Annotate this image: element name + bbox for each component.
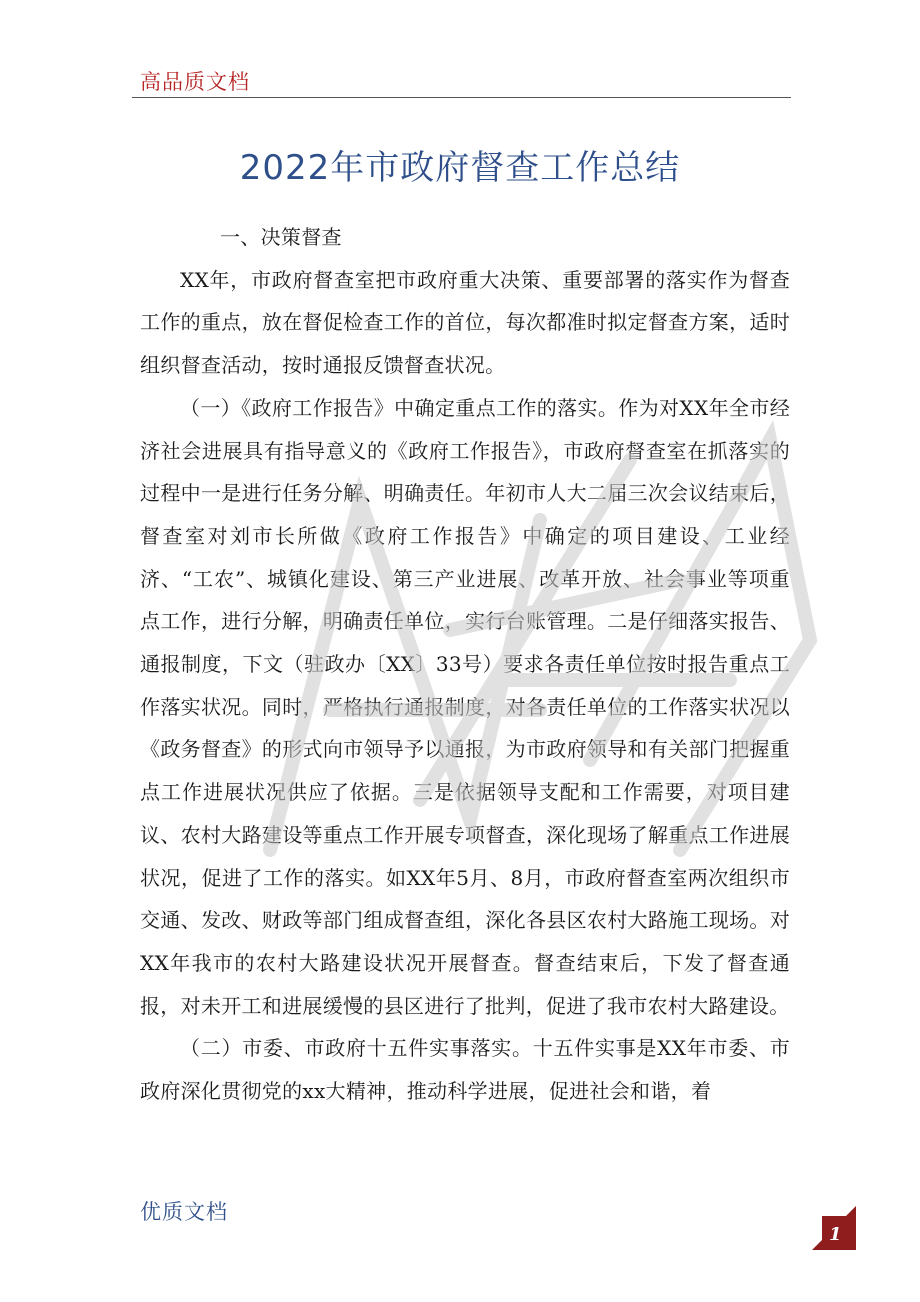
page-number: 1 (829, 1224, 842, 1245)
header-label: 高品质文档 (140, 70, 250, 94)
document-body (140, 216, 790, 1113)
header-divider (132, 97, 791, 98)
footer-label: 优质文档 (140, 1200, 228, 1224)
paragraph: （一）《政府工作报告》中确定重点工作的落实。作为对XX年全市经济社会进展具有指导意义的《政府工作报告》，市政府督查室在抓落实的过程中一是进行任务分解、明确责任。年初市人大二届三次会议结束后，督查室对刘市长所做《政府工作报告》中确定的项目建设、工业经济、“工农”、城镇化建设、第三产业进展、改革开放、社会事业等项重点工作，进行分解，明确责任单位，实行台账管理。二是仔细落实报告、通报制度，下文（驻政办〔XX〕33号）要求各责任单位按时报告重点工作落实状况。同时，严格执行通报制度，对各责任单位的工作落实状况以《政务督查》的形式向市领导予以通报，为市政府领导和有关部门把握重点工作进展状况供应了依据。三是依据领导支配和工作需要，对项目建议、农村大路建设等重点工作开展专项督查，深化现场了解重点工作进展状况，促进了工作的落实。如XX年5月、8月，市政府督查室两次组织市交通、发改、财政等部门组成督查组，深化各县区农村大路施工现场。对XX年我市的农村大路建设状况开展督查。督查结束后，下发了督查通报，对未开工和进展缓慢的县区进行了批判，促进了我市农村大路建设。 (140, 395, 790, 1018)
paragraph: （二）市委、市政府十五件实事落实。十五件实事是XX年市委、市政府深化贯彻党的xx大精神，推动科学进展，促进社会和谐，着 (140, 1036, 790, 1104)
paragraph: XX年，市政府督查室把市政府重大决策、重要部署的落实作为督查工作的重点，放在督促检查工作的首位，每次都准时拟定督查方案，适时组织督查活动，按时通报反馈督查状况。 (140, 267, 790, 378)
document-title: 2022年市政府督查工作总结 (239, 148, 681, 188)
section-heading: 一、决策督查 (220, 225, 342, 249)
